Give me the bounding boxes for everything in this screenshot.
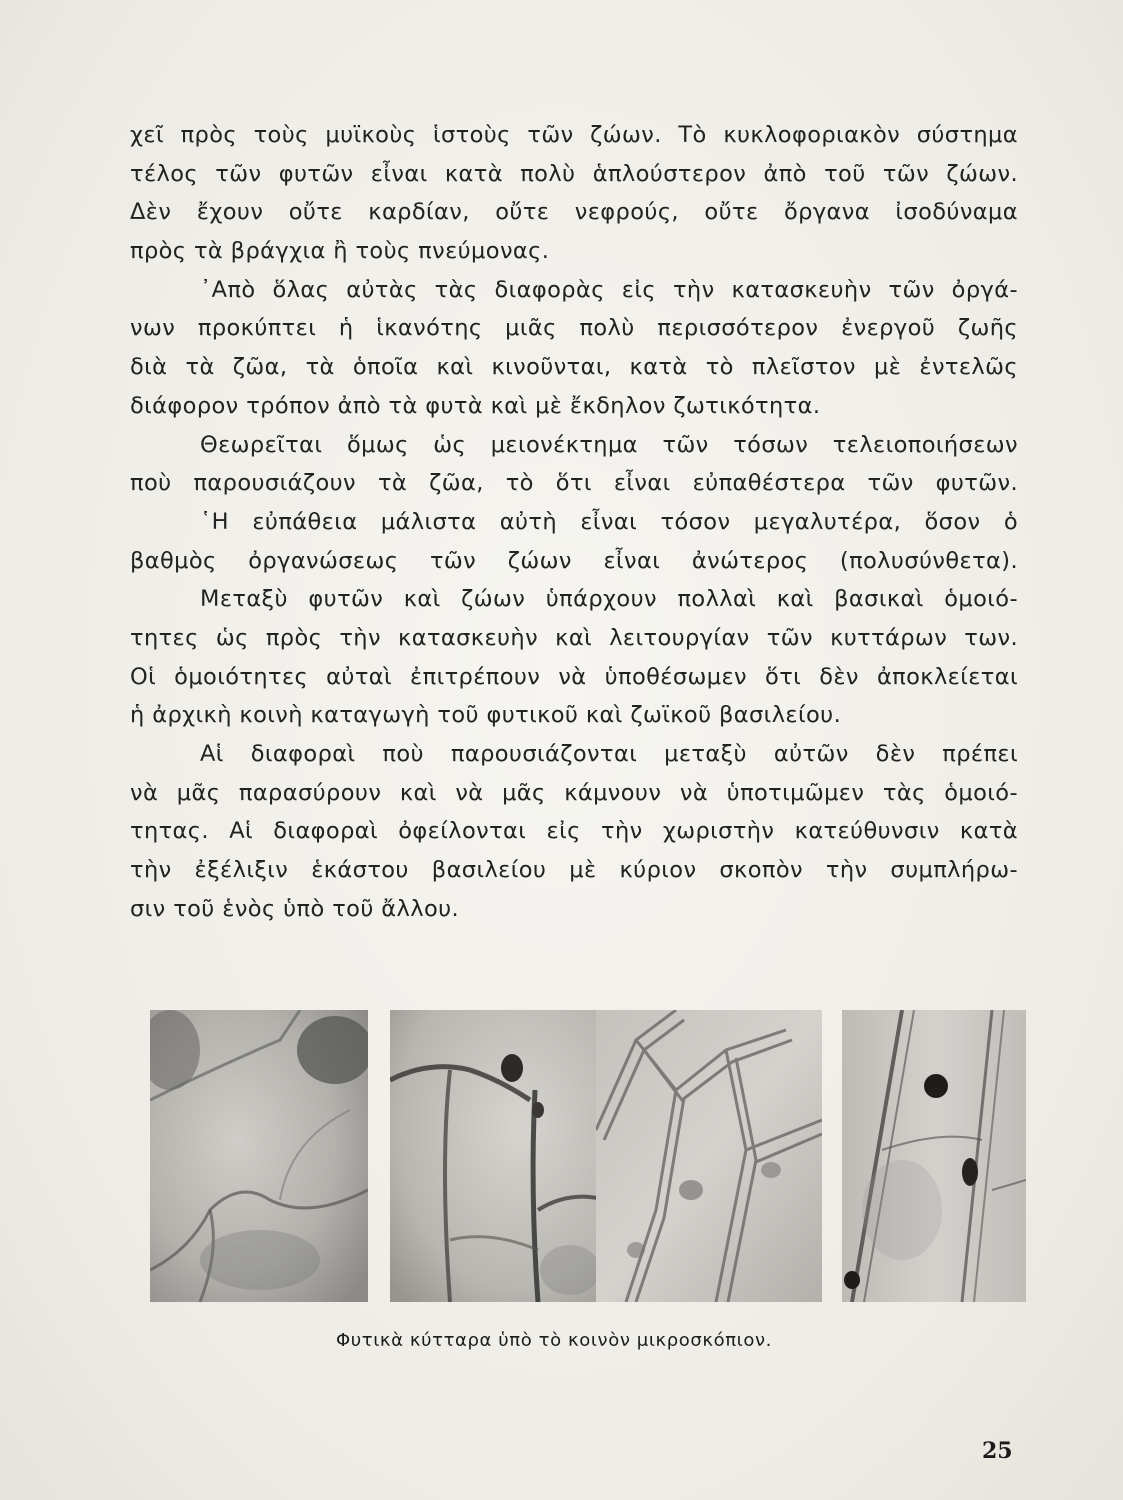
text-line: τέλος τῶν φυτῶν εἶναι κατὰ πολὺ ἁπλούστερον ἀπὸ τοῦ τῶν ζώων. (130, 160, 1018, 187)
text-line: ῾Η εὐπάθεια μάλιστα αὐτὴ εἶναι τόσον μεγαλυτέρα, ὅσον ὁ (200, 508, 1018, 535)
text-line: διάφορον τρόπον ἀπὸ τὰ φυτὰ καὶ μὲ ἔκδηλον ζωτικότητα. (130, 392, 821, 419)
micrograph-photo-3 (596, 1010, 822, 1302)
text-line: βαθμὸς ὀργανώσεως τῶν ζώων εἶναι ἀνώτερος (πολυσύνθετα). (130, 547, 1018, 574)
text-line: νὰ μᾶς παρασύρουν καὶ νὰ μᾶς κάμνουν νὰ ὑποτιμῶμεν τὰς ὁμοιό- (130, 779, 1018, 806)
text-line: σιν τοῦ ἑνὸς ὑπὸ τοῦ ἄλλου. (130, 895, 460, 922)
text-line: Θεωρεῖται ὅμως ὡς μειονέκτημα τῶν τόσων τελειοποιήσεων (200, 431, 1018, 458)
text-line: ποὺ παρουσιάζουν τὰ ζῶα, τὸ ὅτι εἶναι εὐπαθέστερα τῶν φυτῶν. (130, 470, 1018, 497)
micrograph-figure (150, 1010, 1026, 1302)
text-line: νων προκύπτει ἡ ἱκανότης μιᾶς πολὺ περισσότερον ἐνεργοῦ ζωῆς (130, 315, 1018, 342)
text-line: χεῖ πρὸς τοὺς μυϊκοὺς ἱστοὺς τῶν ζώων. Τὸ κυκλοφοριακὸν σύστημα (130, 122, 1018, 148)
text-line: ἡ ἀρχικὴ κοινὴ καταγωγὴ τοῦ φυτικοῦ καὶ ζωϊκοῦ βασιλείου. (130, 702, 842, 729)
text-line: Δὲν ἔχουν οὔτε καρδίαν, οὔτε νεφρούς, οὔτε ὄργανα ἰσοδύναμα (130, 199, 1018, 226)
text-line: πρὸς τὰ βράγχια ἢ τοὺς πνεύμονας. (130, 238, 550, 265)
text-line: τητες ὡς πρὸς τὴν κατασκευὴν καὶ λειτουργίαν τῶν κυττάρων των. (130, 624, 1018, 651)
text-line: τὴν ἐξέλιξιν ἑκάστου βασιλείου μὲ κύριον σκοπὸν τὴν συμπλήρω- (130, 857, 1018, 884)
text-line: Αἱ διαφοραὶ ποὺ παρουσιάζονται μεταξὺ αὐτῶν δὲν πρέπει (200, 741, 1018, 767)
text-line: διὰ τὰ ζῶα, τὰ ὁποῖα καὶ κινοῦνται, κατὰ τὸ πλεῖστον μὲ ἐντελῶς (130, 354, 1018, 381)
figure-caption: Φυτικὰ κύτταρα ὑπὸ τὸ κοινὸν μικροσκόπιον. (336, 1330, 772, 1351)
text-line: ᾿Απὸ ὅλας αὐτὰς τὰς διαφορὰς εἰς τὴν κατασκευὴν τῶν ὀργά- (200, 276, 1018, 303)
body-text (130, 116, 1018, 928)
text-line: Μεταξὺ φυτῶν καὶ ζώων ὑπάρχουν πολλαὶ καὶ βασικαὶ ὁμοιό- (200, 586, 1018, 613)
text-line: Οἱ ὁμοιότητες αὐταὶ ἐπιτρέπουν νὰ ὑποθέσωμεν ὅτι δὲν ἀποκλείεται (130, 663, 1018, 690)
micrograph-photo-2 (390, 1010, 606, 1302)
micrograph-photo-1 (150, 1010, 368, 1302)
text-line: τητας. Αἱ διαφοραὶ ὀφείλονται εἰς τὴν χωριστὴν κατεύθυνσιν κατὰ (130, 818, 1018, 845)
page-number: 25 (982, 1438, 1013, 1464)
micrograph-photo-4 (842, 1010, 1026, 1302)
